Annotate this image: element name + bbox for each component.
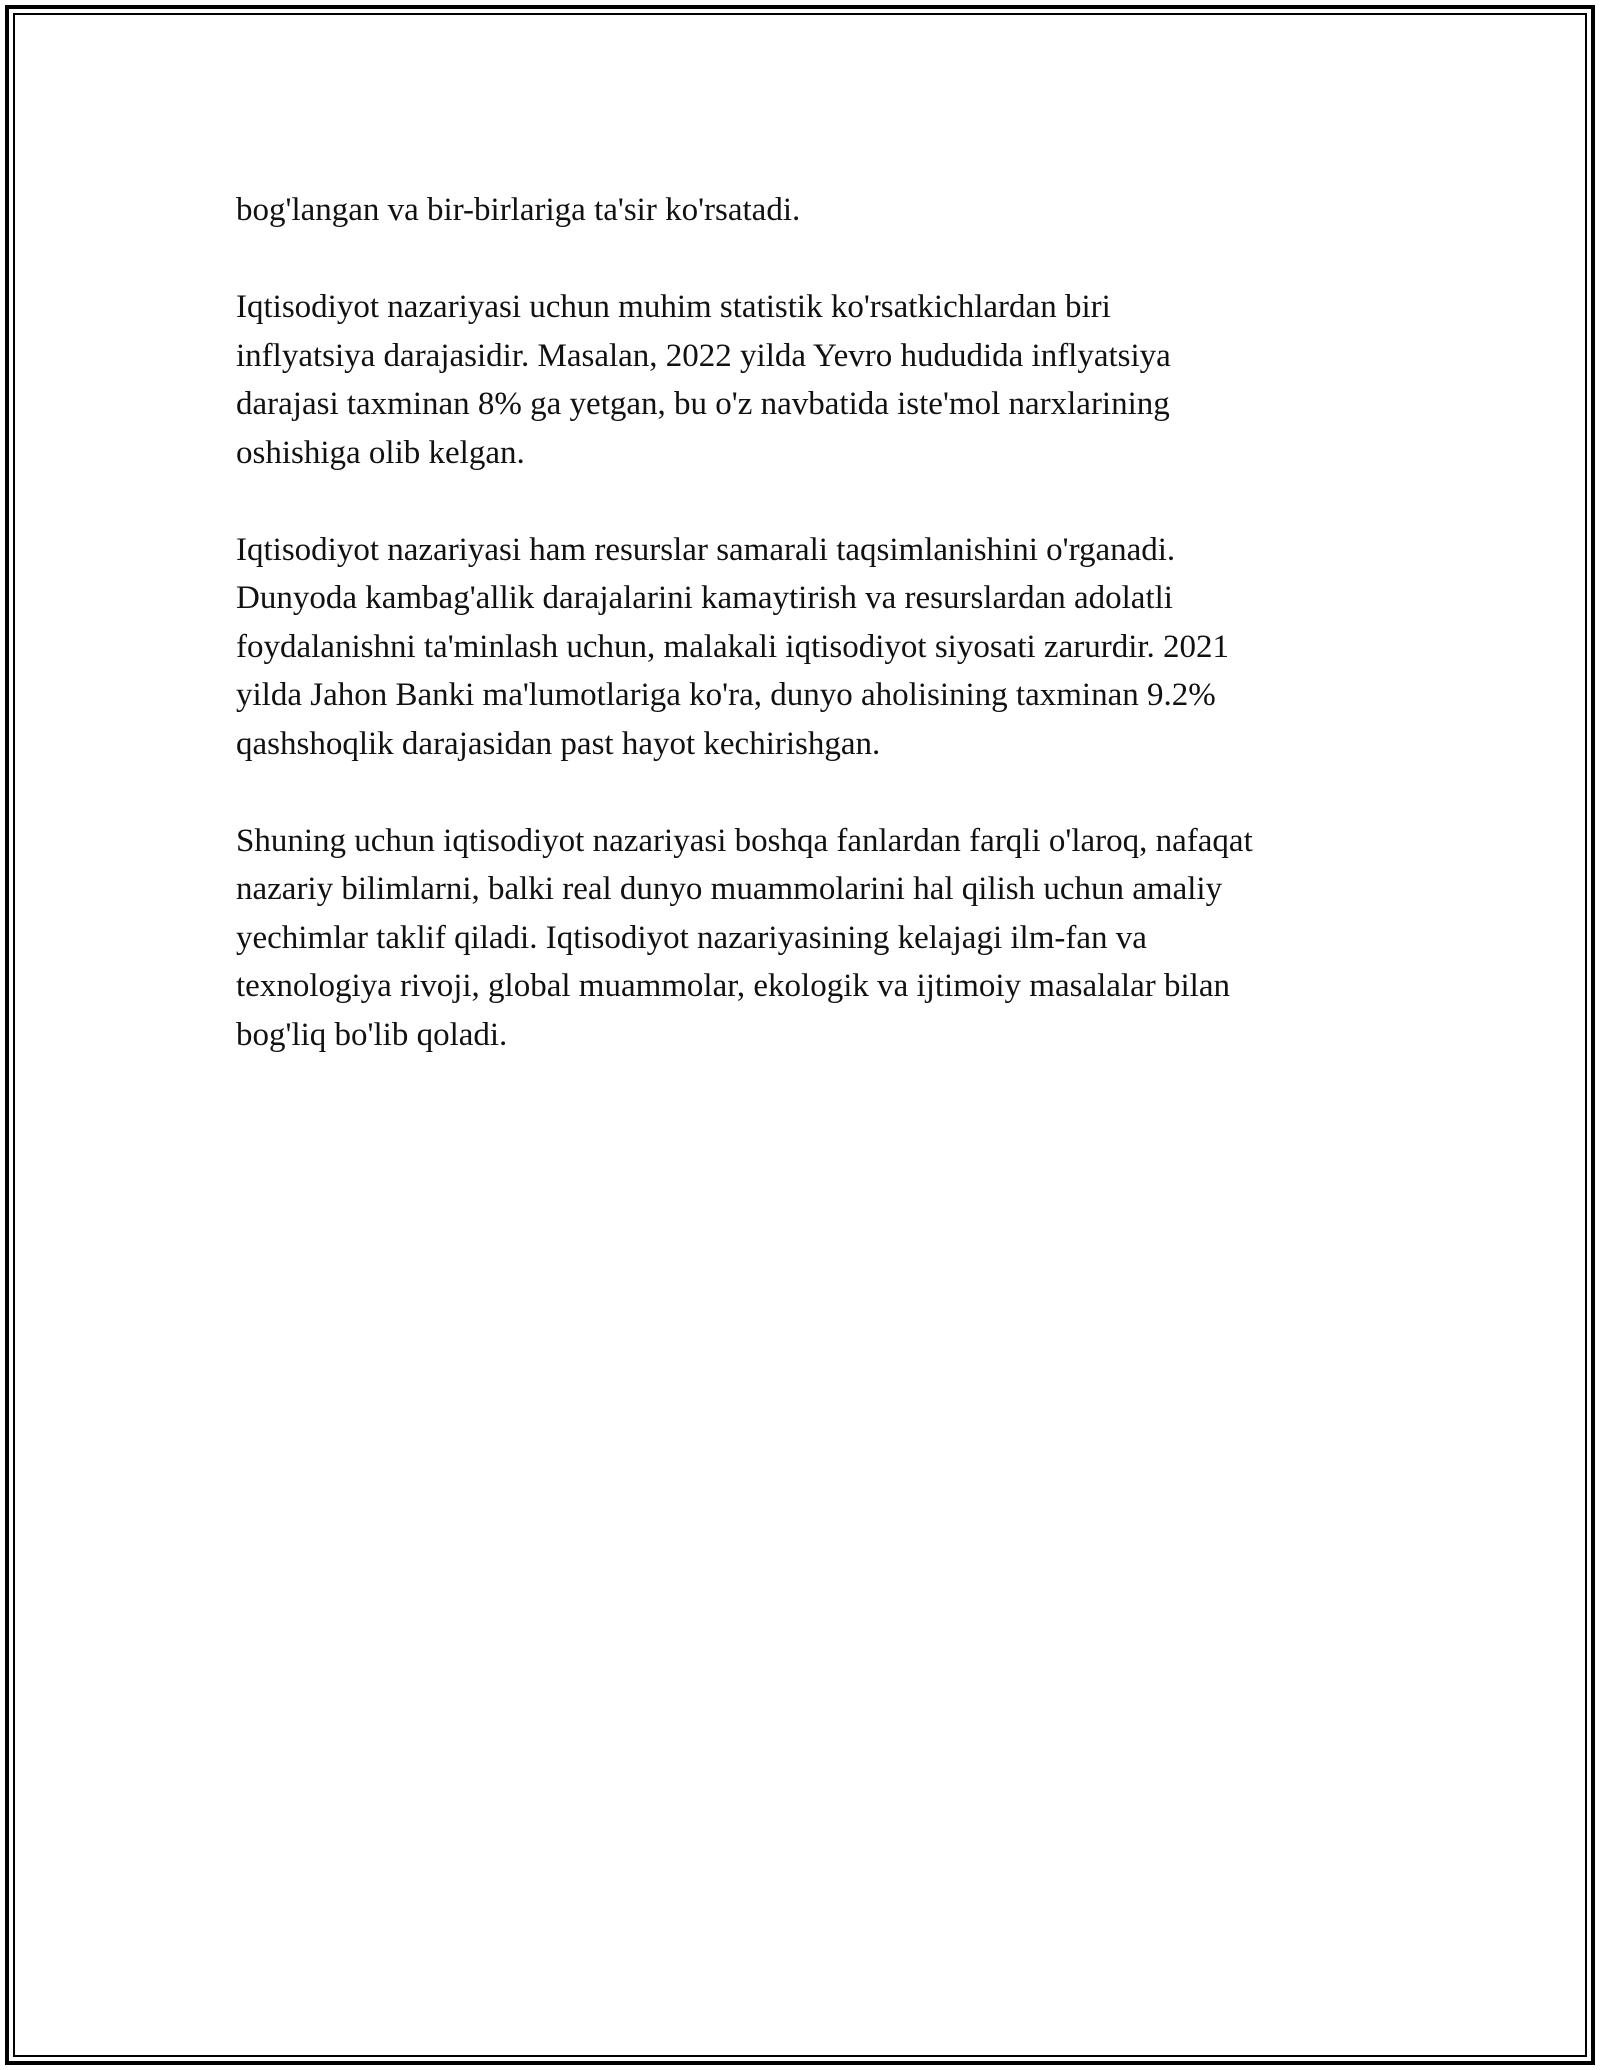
paragraph-conclusion: Shuning uchun iqtisodiyot nazariyasi boshqa fanlardan farqli o'laroq, nafaqat nazariy bilimlarni, balki real dunyo muammolarini hal qilish uchun amaliy yechimlar taklif qiladi. Iqtisodiyot nazariyasining kelajagi ilm-fan va texnologiya rivoji, global muammolar, ekologik va ijtimoiy masalalar bilan bog'liq bo'lib qoladi. [236,822,1253,1053]
paragraph-continuation: bog'langan va bir-birlariga ta'sir ko'rsatadi. [236,192,801,228]
paragraph-resources: Iqtisodiyot nazariyasi ham resurslar samarali taqsimlanishini o'rganadi. Dunyoda kambag'allik darajalarini kamaytirish va resurslardan adolatli foydalanishni ta'minlash uchun, malakali iqtisodiyot siyosati zarurdir. 2021 yilda Jahon Banki ma'lumotlariga ko'ra, dunyo aholisining taxminan 9.2% qashshoqlik darajasidan past hayot kechirishgan. [236,531,1230,762]
paragraph-inflation: Iqtisodiyot nazariyasi uchun muhim statistik ko'rsatkichlardan biri inflyatsiya darajasidir. Masalan, 2022 yilda Yevro hududida inflyatsiya darajasi taxminan 8% ga yetgan, bu o'z navbatida iste'mol narxlarining oshishiga olib kelgan. [236,289,1171,471]
document-body [236,186,1386,1108]
